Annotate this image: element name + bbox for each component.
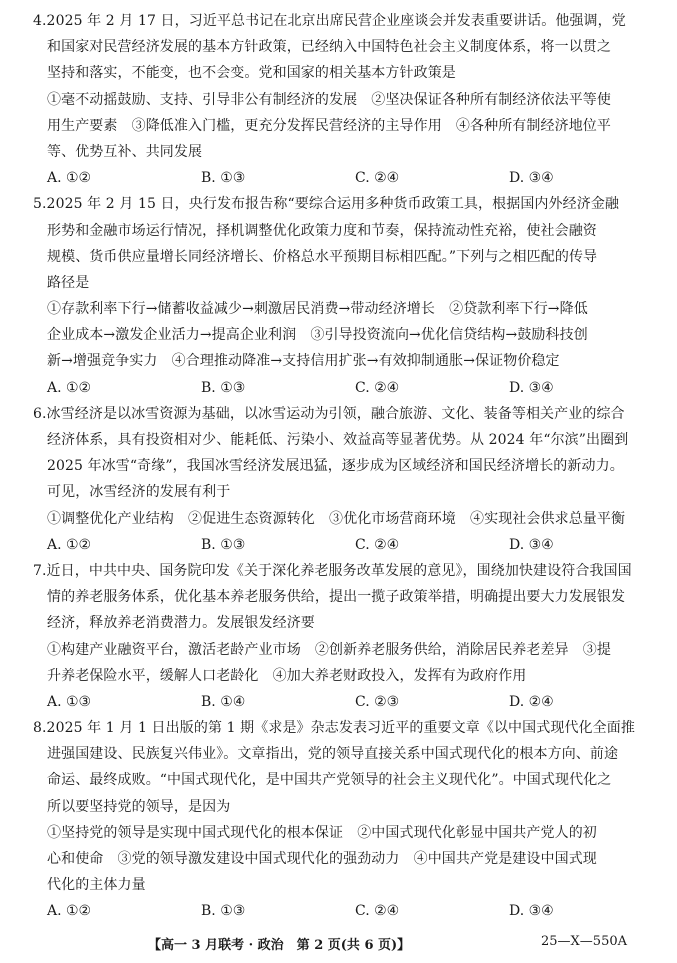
option-b[interactable]: B. ①③ [201, 170, 246, 187]
question-7-stem-line-1: 7.近日，中共中央、国务院印发《关于深化养老服务改革发展的意见》，围绕加快建设符合我国国 [33, 562, 632, 579]
option-d[interactable]: D. ③④ [509, 536, 554, 553]
option-d[interactable]: D. ③④ [509, 379, 554, 396]
question-7-options [33, 689, 663, 715]
page-footer [0, 931, 677, 955]
option-b[interactable]: B. ①③ [201, 903, 246, 920]
question-8-choice-line-3: 代化的主体力量 [47, 877, 146, 894]
question-8-choice-line-2: 心和使命 ③党的领导激发建设中国式现代化的强劲动力 ④中国共产党是建设中国式现 [47, 851, 597, 867]
question-8-choice-line-1: ①坚持党的领导是实现中国式现代化的根本保证 ②中国式现代化彰显中国共产党人的初 [47, 824, 597, 841]
option-a[interactable]: A. ①③ [47, 693, 92, 710]
question-7-choice-line-2: 升养老保险水平，缓解人口老龄化 ④加大养老财政投入，发挥有为政府作用 [47, 667, 527, 684]
question-5-stem-line-2: 形势和金融市场运行情况，择机调整优化政策力度和节奏，保持流动性充裕，使社会融资 [47, 222, 597, 239]
question-4-stem-line-3: 坚持和落实，不能变，也不会变。党和国家的相关基本方针政策是 [47, 65, 456, 82]
question-7 [33, 558, 663, 715]
option-c[interactable]: C. ②④ [355, 903, 400, 920]
question-7-choice-line-1: ①构建产业融资平台，激活老龄产业市场 ②创新养老服务供给，消除居民养老差异 ③提 [47, 641, 611, 658]
question-5 [33, 191, 663, 401]
option-b[interactable]: B. ①③ [201, 379, 246, 396]
question-6-stem-line-2: 经济体系，具有投资相对少、能耗低、污染小、效益高等显著优势。从 2024 年“尔滨”出圈到 [47, 432, 629, 448]
question-5-options [33, 375, 663, 401]
question-6-stem-line-1: 6.冰雪经济是以冰雪资源为基础，以冰雪运动为引领，融合旅游、文化、装备等相关产业的综合 [33, 405, 625, 422]
question-6 [33, 401, 663, 558]
question-4-stem-line-2: 和国家对民营经济发展的基本方针政策，已经纳入中国特色社会主义制度体系，将一以贯之 [47, 39, 611, 56]
option-a[interactable]: A. ①② [47, 170, 92, 187]
question-8-stem-line-2: 进强国建设、民族复兴伟业》。文章指出，党的领导直接关系中国式现代化的根本方向、前途 [47, 746, 619, 763]
exam-page [33, 8, 663, 925]
question-5-choice-line-3: 新→增强竞争实力 ④合理推动降准→支持信用扩张→有效抑制通胀→保证物价稳定 [47, 353, 560, 370]
question-6-options [33, 532, 663, 558]
question-4-choice-line-2: 用生产要素 ③降低准入门槛，更充分发挥民营经济的主导作用 ④各种所有制经济地位平 [47, 117, 611, 134]
question-4 [33, 8, 663, 191]
option-d[interactable]: D. ③④ [509, 170, 554, 187]
question-4-options [33, 165, 663, 191]
question-8 [33, 715, 663, 925]
question-5-stem-line-4: 路径是 [47, 274, 90, 291]
question-7-stem-line-3: 经济，释放养老消费潜力。发展银发经济要 [47, 615, 315, 632]
question-8-options [33, 898, 663, 924]
option-c[interactable]: C. ②④ [355, 379, 400, 396]
option-a[interactable]: A. ①② [47, 536, 92, 553]
option-c[interactable]: C. ②③ [355, 693, 400, 710]
question-8-stem-line-3: 命运、最终成败。“中国式现代化，是中国共产党领导的社会主义现代化”。中国式现代化之 [47, 772, 612, 789]
question-5-choice-line-1: ①存款利率下行→储蓄收益减少→刺激居民消费→带动经济增长 ②贷款利率下行→降低 [47, 301, 588, 318]
question-8-stem-line-4: 所以要坚持党的领导，是因为 [47, 798, 231, 815]
question-5-stem-line-1: 5.2025 年 2 月 15 日，央行发布报告称“要综合运用多种货币政策工具，根据国内外经济金融 [33, 196, 620, 213]
question-6-stem-line-3: 2025 年冰雪“奇缘”，我国冰雪经济发展迅猛，逐步成为区域经济和国民经济增长的新动力。 [47, 458, 624, 475]
option-c[interactable]: C. ②④ [355, 536, 400, 553]
footer-exam-code: 25—X—550A [541, 934, 627, 949]
footer-exam-title: 【高一 3 月联考 · 政治 第 2 页(共 6 页)】 [148, 938, 411, 953]
question-4-choice-line-1: ①毫不动摇鼓励、支持、引导非公有制经济的发展 ②坚决保证各种所有制经济依法平等使 [47, 91, 611, 108]
option-d[interactable]: D. ③④ [509, 903, 554, 920]
question-5-stem-line-3: 规模、货币供应量增长同经济增长、价格总水平预期目标相匹配。”下列与之相匹配的传导 [47, 248, 598, 265]
question-6-choice-line-1: ①调整优化产业结构 ②促进生态资源转化 ③优化市场营商环境 ④实现社会供求总量平衡 [47, 510, 626, 527]
option-b[interactable]: B. ①④ [201, 693, 246, 710]
question-8-stem-line-1: 8.2025 年 1 月 1 日出版的第 1 期《求是》杂志发表习近平的重要文章《以中国式现代化全面推 [33, 720, 635, 737]
question-4-choice-line-3: 等、优势互补、共同发展 [47, 143, 203, 160]
option-d[interactable]: D. ②④ [509, 693, 554, 710]
question-5-choice-line-2: 企业成本→激发企业活力→提高企业利润 ③引导投资流向→优化信贷结构→鼓励科技创 [47, 327, 588, 344]
option-b[interactable]: B. ①③ [201, 536, 246, 553]
option-a[interactable]: A. ①② [47, 903, 92, 920]
option-c[interactable]: C. ②④ [355, 170, 400, 187]
question-6-stem-line-4: 可见，冰雪经济的发展有利于 [47, 484, 231, 501]
question-4-stem-line-1: 4.2025 年 2 月 17 日，习近平总书记在北京出席民营企业座谈会并发表重要讲话。他强调，党 [33, 13, 626, 29]
option-a[interactable]: A. ①② [47, 379, 92, 396]
question-7-stem-line-2: 情的养老服务体系，优化基本养老服务供给，提出一揽子政策举措，明确提出要大力发展银发 [47, 589, 626, 606]
